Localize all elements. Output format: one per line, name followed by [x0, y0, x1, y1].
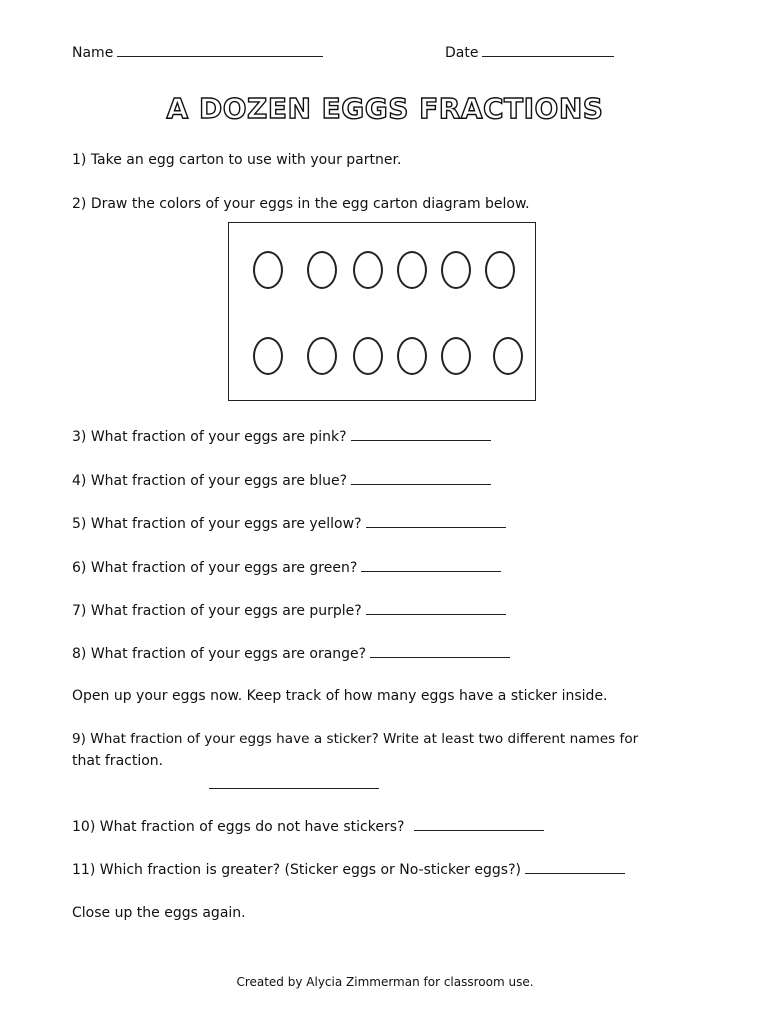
- question-10: [72, 818, 544, 835]
- egg-carton-diagram: [228, 222, 536, 401]
- open-eggs-instruction: Open up your eggs now. Keep track of how many eggs have a sticker inside.: [72, 688, 608, 704]
- close-eggs-instruction: Close up the eggs again.: [72, 905, 246, 921]
- question-11-text: 11) Which fraction is greater? (Sticker eggs or No-sticker eggs?): [72, 862, 521, 878]
- egg-slot: [353, 337, 383, 375]
- egg-slot: [307, 337, 337, 375]
- question-6-text: 6) What fraction of your eggs are green?: [72, 560, 358, 576]
- question-8-text: 8) What fraction of your eggs are orange?: [72, 646, 367, 662]
- egg-slot: [397, 337, 427, 375]
- egg-slot: [307, 251, 337, 289]
- egg-slot: [253, 337, 283, 375]
- egg-slot: [441, 337, 471, 375]
- question-10-text: 10) What fraction of eggs do not have stickers?: [72, 819, 405, 835]
- name-blank-line[interactable]: [117, 44, 323, 57]
- answer-line-greater[interactable]: [525, 861, 625, 874]
- egg-slot: [397, 251, 427, 289]
- question-7: [72, 602, 506, 619]
- answer-line-yellow[interactable]: [366, 515, 506, 528]
- date-field: [445, 44, 614, 61]
- answer-line-green[interactable]: [361, 559, 501, 572]
- instruction-2: 2) Draw the colors of your eggs in the egg carton diagram below.: [72, 196, 530, 212]
- answer-line-purple[interactable]: [366, 602, 506, 615]
- question-9-line-2: that fraction.: [72, 753, 164, 769]
- egg-slot: [485, 251, 515, 289]
- question-4-text: 4) What fraction of your eggs are blue?: [72, 473, 348, 489]
- question-3-text: 3) What fraction of your eggs are pink?: [72, 429, 347, 445]
- instruction-1: 1) Take an egg carton to use with your partner.: [72, 152, 402, 168]
- egg-slot: [441, 251, 471, 289]
- date-label: Date: [445, 45, 479, 61]
- question-11: [72, 861, 625, 878]
- egg-slot: [353, 251, 383, 289]
- answer-line-no-sticker[interactable]: [414, 818, 544, 831]
- question-9-line-1: 9) What fraction of your eggs have a sticker? Write at least two different names for: [72, 731, 639, 747]
- answer-line-orange[interactable]: [370, 645, 510, 658]
- date-blank-line[interactable]: [482, 44, 614, 57]
- question-5-text: 5) What fraction of your eggs are yellow?: [72, 516, 362, 532]
- footer-credit: Created by Alycia Zimmerman for classroom use.: [236, 975, 534, 989]
- question-7-text: 7) What fraction of your eggs are purple?: [72, 603, 362, 619]
- egg-slot: [253, 251, 283, 289]
- answer-line-pink[interactable]: [351, 428, 491, 441]
- page-title: A DOZEN EGGS FRACTIONS: [166, 92, 604, 125]
- name-label: Name: [72, 45, 114, 61]
- answer-line-blue[interactable]: [351, 472, 491, 485]
- answer-line-sticker[interactable]: [209, 776, 379, 789]
- question-5: [72, 515, 506, 532]
- name-field: [72, 44, 323, 61]
- question-3: [72, 428, 491, 445]
- question-4: [72, 472, 491, 489]
- egg-slot: [493, 337, 523, 375]
- question-8: [72, 645, 510, 662]
- question-6: [72, 559, 501, 576]
